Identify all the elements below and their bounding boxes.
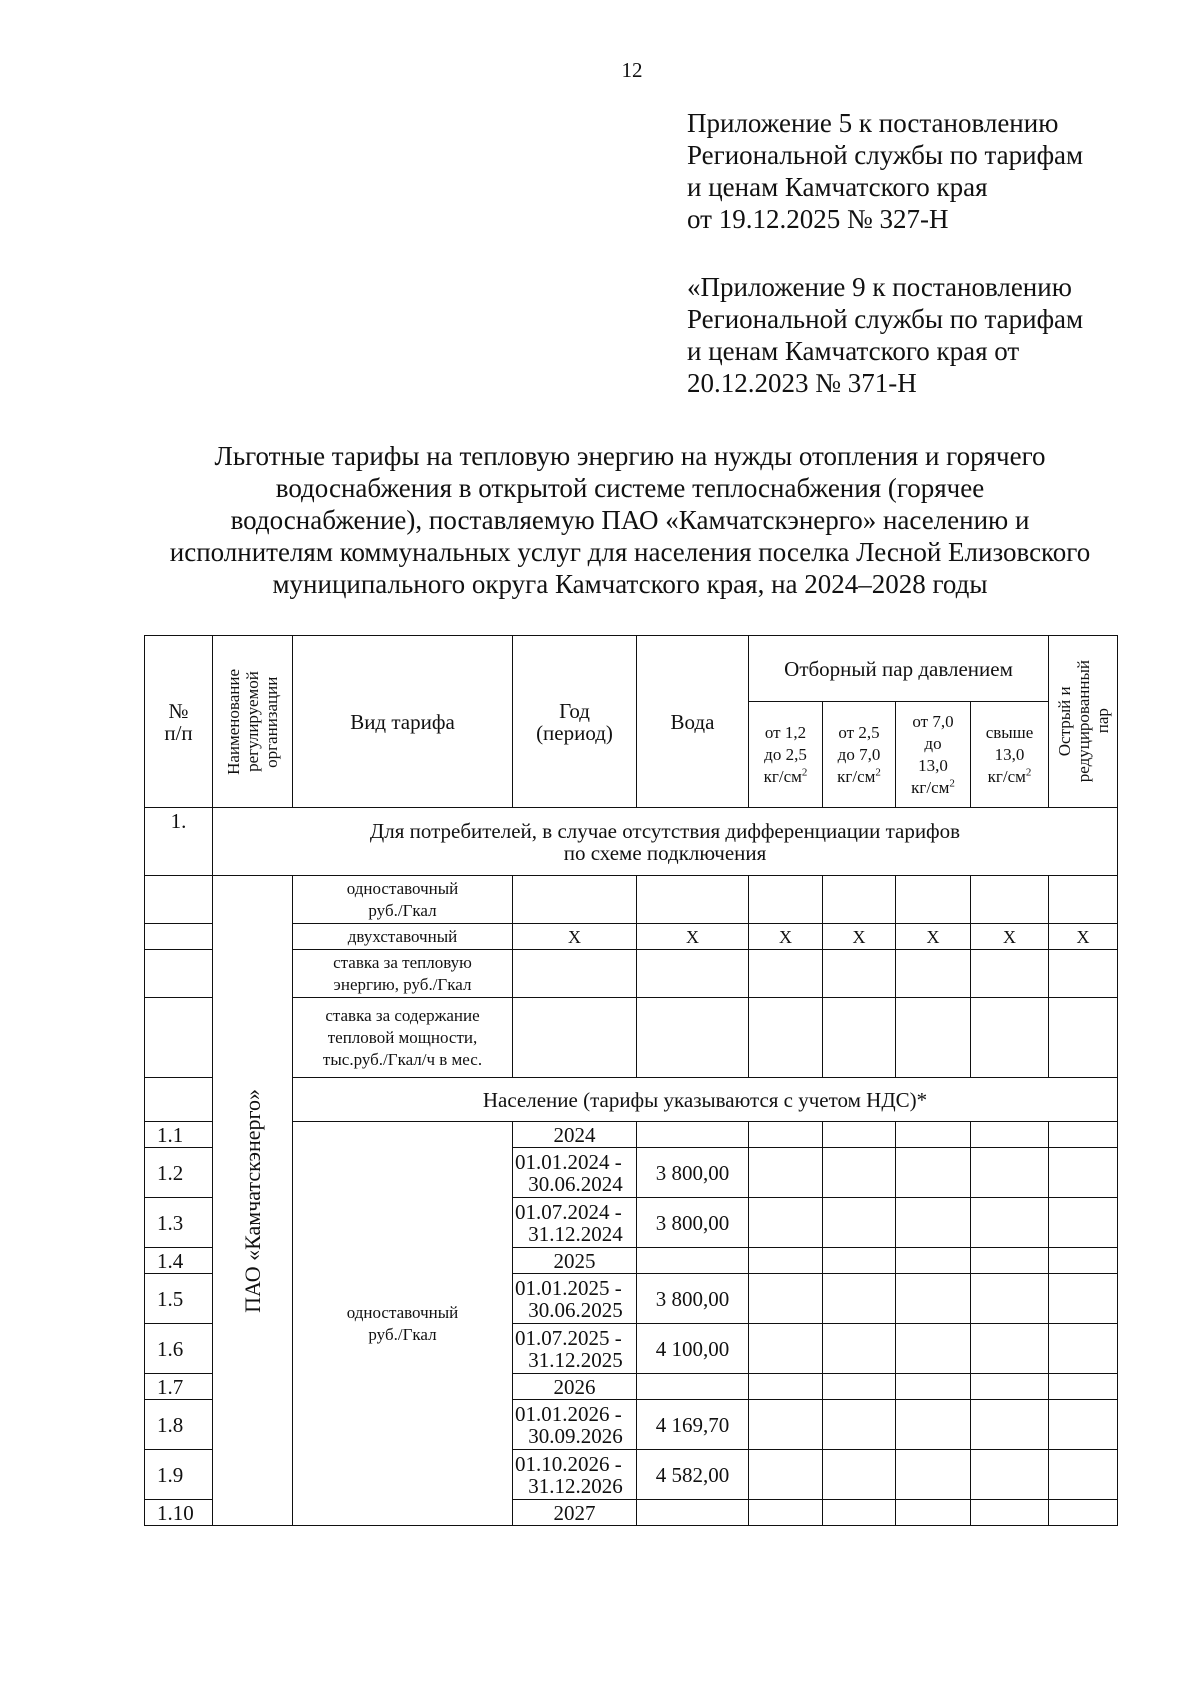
period: 2025 [513, 1248, 637, 1274]
cell [1049, 1374, 1118, 1400]
cell [1049, 1274, 1118, 1324]
cell [749, 1274, 823, 1324]
period: 2026 [513, 1374, 637, 1400]
cell [513, 950, 637, 998]
row-num: 1.2 [145, 1148, 213, 1198]
cell [749, 1122, 823, 1148]
header-steam-1 [749, 702, 823, 808]
header-org [213, 636, 293, 808]
cell [971, 950, 1049, 998]
appendix-original-line: Региональной службы по тарифам [687, 304, 1084, 334]
steam-4-line: свыше [985, 722, 1034, 742]
header-steam-4 [971, 702, 1049, 808]
cell [513, 876, 637, 924]
row-num: 1.9 [145, 1450, 213, 1500]
water-value [637, 1248, 749, 1274]
x-mark: Х [1049, 924, 1118, 950]
cell [971, 1374, 1049, 1400]
tariff-single-rate [293, 876, 513, 924]
period-line: 01.07.2025 - [515, 1325, 622, 1350]
appendix-header-line: от 19.12.2025 № 327-Н [687, 204, 949, 234]
cell [749, 1324, 823, 1374]
header-year [513, 636, 637, 808]
cell [749, 1248, 823, 1274]
period [513, 1148, 637, 1198]
header-org-line: организации [262, 675, 281, 768]
cell-num [145, 1078, 213, 1122]
cell [1049, 1148, 1118, 1198]
period [513, 1450, 637, 1500]
title-line: Льготные тарифы на тепловую энергию на нужды отопления и горячего [214, 441, 1046, 471]
tariff-line: одноставочный [346, 1302, 459, 1322]
tariff-line: ставка за содержание [325, 1005, 480, 1025]
header-num-line: п/п [164, 720, 193, 745]
header-org-text [224, 669, 281, 775]
period [513, 1400, 637, 1450]
water-value [637, 1374, 749, 1400]
period [513, 1274, 637, 1324]
x-mark: Х [823, 924, 896, 950]
steam-1-line: от 1,2 [764, 722, 807, 742]
row-num: 1.3 [145, 1198, 213, 1248]
section-num: 1. [145, 808, 213, 876]
cell [896, 1450, 971, 1500]
cell [896, 1122, 971, 1148]
cell [971, 1400, 1049, 1450]
cell [823, 876, 896, 924]
period: 2027 [513, 1500, 637, 1526]
period-line: 01.07.2024 - [515, 1199, 622, 1224]
cell [823, 1274, 896, 1324]
steam-1-unit: $кг/см^2$ [763, 765, 808, 786]
cell-num [145, 924, 213, 950]
title-line: водоснабжение), поставляемую ПАО «Камчатскэнерго» населению и [230, 505, 1030, 535]
x-mark: Х [637, 924, 749, 950]
period-line: 30.09.2026 [528, 1423, 623, 1448]
cell [749, 1148, 823, 1198]
header-sharp-text [1055, 660, 1112, 782]
header-water: Вода [637, 636, 749, 808]
cell [971, 998, 1049, 1078]
row-num: 1.6 [145, 1324, 213, 1374]
cell [823, 998, 896, 1078]
water-value: 4 169,70 [637, 1400, 749, 1450]
tariff-line: руб./Гкал [368, 900, 437, 920]
steam-3-line: до [924, 733, 942, 753]
page-number: 12 [621, 58, 643, 82]
section-label [213, 808, 1118, 876]
row-num: 1.8 [145, 1400, 213, 1450]
x-mark: Х [513, 924, 637, 950]
table-row [145, 876, 1118, 924]
period-line: 30.06.2024 [528, 1171, 623, 1196]
period-line: 31.12.2024 [528, 1221, 623, 1246]
appendix-original [687, 271, 1083, 399]
row-num: 1.10 [145, 1500, 213, 1526]
cell [971, 1248, 1049, 1274]
tariff-line: ставка за тепловую [333, 952, 472, 972]
cell [513, 998, 637, 1078]
cell [823, 1248, 896, 1274]
steam-4-unit: $кг/см^2$ [987, 765, 1032, 786]
cell [637, 876, 749, 924]
cell-num [145, 998, 213, 1078]
period-line: 31.12.2025 [528, 1347, 623, 1372]
cell [749, 998, 823, 1078]
cell [896, 1500, 971, 1526]
cell [637, 950, 749, 998]
tariff-heat-rate [293, 950, 513, 998]
cell [971, 1148, 1049, 1198]
header-year-line: (период) [536, 720, 613, 745]
cell [749, 1450, 823, 1500]
cell [896, 1198, 971, 1248]
appendix-header-line: Региональной службы по тарифам [687, 140, 1084, 170]
tariff-line: тыс.руб./Гкал/ч в мес. [322, 1049, 483, 1069]
cell [637, 998, 749, 1078]
cell [971, 1324, 1049, 1374]
header-steam-2 [823, 702, 896, 808]
header-sharp-line: редуцированный [1073, 660, 1093, 783]
period-line: 30.06.2025 [528, 1297, 623, 1322]
cell [749, 1198, 823, 1248]
tariff-capacity-rate [293, 998, 513, 1078]
cell [1049, 1400, 1118, 1450]
appendix-header [687, 107, 1083, 235]
appendix-original-line: «Приложение 9 к постановлению [687, 272, 1072, 302]
steam-2-line: до 7,0 [837, 744, 881, 764]
steam-2-unit: $кг/см^2$ [837, 765, 881, 786]
cell [896, 1248, 971, 1274]
cell [896, 1274, 971, 1324]
cell [971, 1274, 1049, 1324]
cell [971, 1500, 1049, 1526]
header-num [145, 636, 213, 808]
appendix-header-line: Приложение 5 к постановлению [687, 108, 1059, 138]
steam-4-line: 13,0 [994, 744, 1025, 764]
steam-3-unit: $кг/см^2$ [911, 776, 955, 797]
cell [749, 876, 823, 924]
water-value: 4 100,00 [637, 1324, 749, 1374]
cell [896, 1400, 971, 1450]
row-num: 1.4 [145, 1248, 213, 1274]
tariff-line: одноставочный [346, 878, 459, 898]
cell [1049, 1248, 1118, 1274]
period [513, 1198, 637, 1248]
title-line: муниципального округа Камчатского края, на 2024–2028 годы [272, 569, 988, 599]
cell [823, 1148, 896, 1198]
tariff-line: руб./Гкал [368, 1324, 437, 1344]
cell [823, 1450, 896, 1500]
x-mark: Х [896, 924, 971, 950]
cell [896, 1374, 971, 1400]
title-line: водоснабжения в открытой системе теплоснабжения (горячее [275, 473, 985, 503]
x-mark: Х [971, 924, 1049, 950]
title-line: исполнителям коммунальных услуг для населения поселка Лесной Елизовского [169, 537, 1091, 567]
water-value [637, 1122, 749, 1148]
water-value: 3 800,00 [637, 1274, 749, 1324]
tariff-line: энергию, руб./Гкал [333, 974, 472, 994]
cell [823, 1400, 896, 1450]
header-sharp-line: Острый и [1054, 686, 1074, 757]
population-tariff [293, 1122, 513, 1526]
water-value: 3 800,00 [637, 1148, 749, 1198]
header-row [145, 636, 1118, 702]
period-line: 31.12.2026 [528, 1473, 623, 1498]
cell-num [145, 876, 213, 924]
steam-3-line: 13,0 [918, 755, 948, 775]
header-sharp-line: пар [1092, 708, 1112, 735]
appendix-header-line: и ценам Камчатского края [687, 172, 988, 202]
cell [749, 1500, 823, 1526]
cell [1049, 1198, 1118, 1248]
water-value [637, 1500, 749, 1526]
header-org-line: Наименование [224, 668, 243, 775]
cell [1049, 876, 1118, 924]
cell [823, 1324, 896, 1374]
tariff-line: тепловой мощности, [327, 1027, 478, 1047]
cell [1049, 950, 1118, 998]
cell [823, 1122, 896, 1148]
cell [896, 998, 971, 1078]
header-steam-group: Отборный пар давлением [749, 636, 1049, 702]
period [513, 1324, 637, 1374]
row-num: 1.5 [145, 1274, 213, 1324]
cell [749, 950, 823, 998]
header-tariff-type: Вид тарифа [293, 636, 513, 808]
cell [896, 1324, 971, 1374]
cell [1049, 1500, 1118, 1526]
header-steam-3 [896, 702, 971, 808]
cell [1049, 1324, 1118, 1374]
water-value: 4 582,00 [637, 1450, 749, 1500]
steam-1-line: до 2,5 [764, 744, 807, 764]
header-sharp-steam [1049, 636, 1118, 808]
section-row [145, 808, 1118, 876]
steam-2-line: от 2,5 [838, 722, 880, 742]
cell [1049, 1450, 1118, 1500]
cell [971, 876, 1049, 924]
population-label: Население (тарифы указываются с учетом НДС)* [293, 1078, 1118, 1122]
water-value: 3 800,00 [637, 1198, 749, 1248]
organization-name: ПАО «Камчатскэнерго» [239, 1088, 265, 1313]
header-num-line: № [168, 698, 189, 723]
row-num: 1.7 [145, 1374, 213, 1400]
period-line: 01.01.2026 - [515, 1401, 622, 1426]
cell [1049, 998, 1118, 1078]
cell [823, 1198, 896, 1248]
cell [1049, 1122, 1118, 1148]
cell [971, 1450, 1049, 1500]
organization-cell [213, 876, 293, 1526]
period: 2024 [513, 1122, 637, 1148]
tariff-two-rate: двухставочный [293, 924, 513, 950]
cell [896, 950, 971, 998]
row-num: 1.1 [145, 1122, 213, 1148]
period-line: 01.01.2024 - [515, 1149, 622, 1174]
cell [971, 1198, 1049, 1248]
document-title [130, 440, 1130, 600]
header-org-line: регулируемой [243, 671, 262, 772]
steam-3-line: от 7,0 [912, 711, 954, 731]
cell [823, 1374, 896, 1400]
header-year-line: Год [559, 698, 590, 723]
appendix-original-line: и ценам Камчатского края от [687, 336, 1020, 366]
section-label-line: по схеме подключения [563, 840, 767, 865]
cell [749, 1400, 823, 1450]
cell [971, 1122, 1049, 1148]
period-line: 01.10.2026 - [515, 1451, 622, 1476]
period-line: 01.01.2025 - [515, 1275, 622, 1300]
cell [749, 1374, 823, 1400]
x-mark: Х [749, 924, 823, 950]
cell [823, 950, 896, 998]
section-label-line: Для потребителей, в случае отсутствия дифференциации тарифов [369, 818, 961, 843]
cell [896, 876, 971, 924]
cell [823, 1500, 896, 1526]
appendix-original-line: 20.12.2023 № 371-Н [687, 368, 917, 398]
cell-num [145, 950, 213, 998]
cell [896, 1148, 971, 1198]
tariff-table [144, 635, 1118, 1526]
